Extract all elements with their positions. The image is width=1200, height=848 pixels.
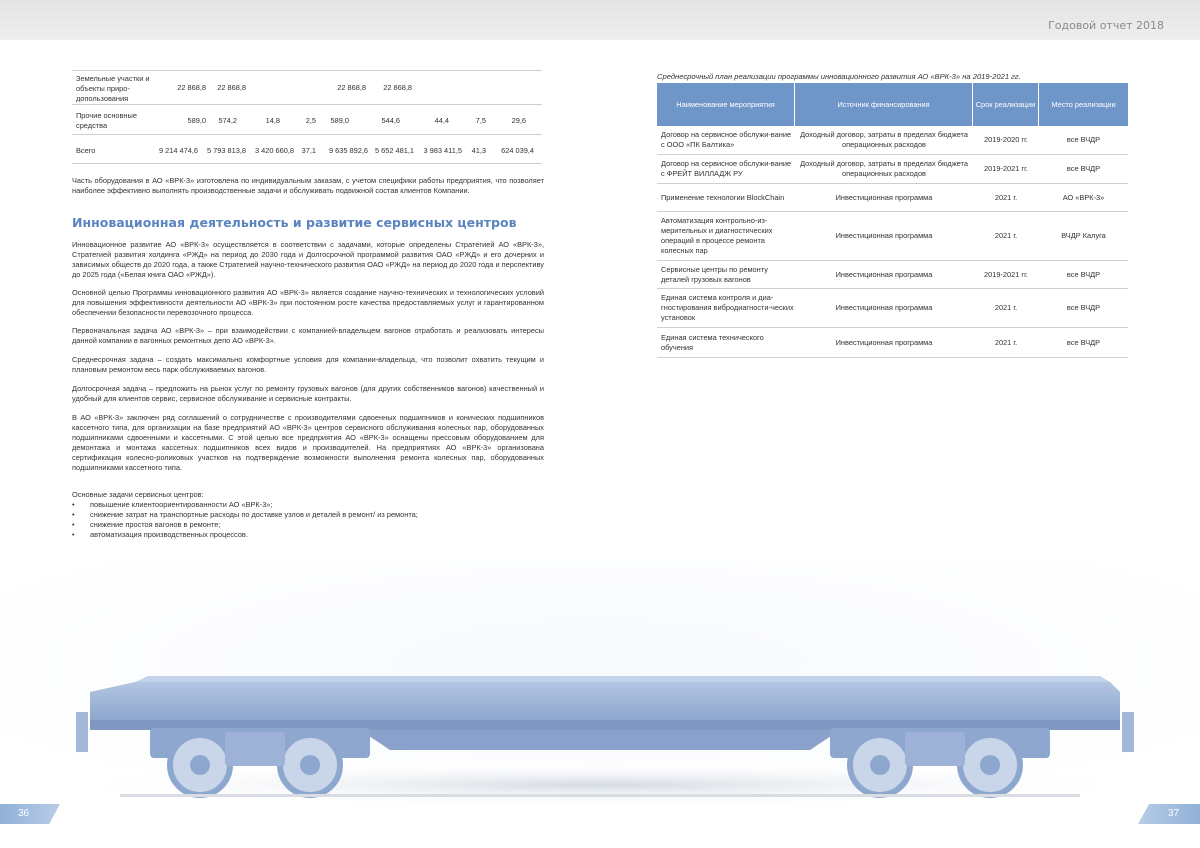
table-cell: 22 868,8 — [177, 83, 206, 92]
table-cell: Доходный договор, затраты в пределах бюджета операционных расходов — [800, 159, 968, 178]
footer-left-band — [0, 804, 60, 824]
equipment-paragraph: Часть оборудования в АО «ВРК-3» изготовлена по индивидуальным заказам, с учетом специфики работы предприятия, что позволяет наиболее эффективно выполнять производственные задачи и обслуживать подвижной состав клиентов Компании. — [72, 176, 544, 195]
table-cell: 2019-2021 гг. — [984, 164, 1028, 173]
innovation-plan-table — [657, 83, 1128, 358]
table-cell: 2019-2021 гг. — [984, 269, 1028, 279]
table-row — [657, 184, 1128, 212]
table-cell: 22 868,8 — [217, 83, 246, 92]
bullet: • — [72, 500, 75, 509]
table-cell: все ВЧДР — [1066, 303, 1101, 312]
table-cell: Инвестиционная программа — [835, 231, 933, 240]
table-cell: 2021 г. — [994, 192, 1018, 202]
list-item — [72, 500, 544, 510]
table-row — [657, 155, 1128, 184]
table-cell: 2021 г. — [994, 337, 1018, 347]
assets-table — [72, 70, 542, 164]
table-cell: Единая система технического обучения — [661, 332, 764, 352]
table-cell: 3 420 660,8 — [254, 146, 294, 155]
row-label: Всего — [76, 146, 96, 155]
table-cell: 41,3 — [471, 146, 486, 155]
table-cell: 624 039,4 — [501, 146, 534, 155]
header-cell: Срок реализации — [973, 83, 1039, 126]
table-cell: Применение технологии BlockChain — [661, 192, 785, 202]
table-cell: 14,8 — [265, 116, 280, 125]
list-item — [72, 530, 544, 540]
table-cell: все ВЧДР — [1066, 135, 1101, 144]
table-cell: 2021 г. — [994, 231, 1018, 240]
table-cell: Договор на сервисное обслужи-вание с ООО «ПК Балтика» — [661, 130, 792, 149]
list-item-text: повышение клиентоориентированности АО «ВРК-3»; — [90, 500, 273, 509]
table-header — [657, 83, 1128, 126]
table-cell: Единая система контроля и диа-гностирования вибродиагности-ческих установок — [661, 293, 794, 322]
section-heading: Инновационная деятельность и развитие сервисных центров — [72, 215, 517, 230]
bullet: • — [72, 530, 75, 539]
table-cell: 7,5 — [475, 116, 486, 125]
list-item-text: автоматизация производственных процессов. — [90, 530, 248, 539]
table-cell: 22 868,8 — [337, 83, 366, 92]
body-paragraph: Долгосрочная задача – предложить на рынок услуг по ремонту грузовых вагонов (для других собственников вагонов) качественный и удобный для клиентов сервис, сервисное обслуживание и сервисные контракты. — [72, 384, 544, 403]
table-row — [72, 104, 542, 134]
report-title: Годовой отчет 2018 — [1048, 19, 1164, 32]
table-row — [657, 328, 1128, 358]
table-cell: 574,2 — [218, 116, 237, 125]
row-label: Прочие основные средства — [76, 111, 137, 130]
bullet: • — [72, 520, 75, 529]
table-row — [657, 261, 1128, 289]
table-cell: 22 868,8 — [383, 83, 412, 92]
table-cell: все ВЧДР — [1066, 337, 1101, 347]
table-cell: АО «ВРК-3» — [1062, 192, 1105, 202]
table-cell: 2,5 — [305, 116, 316, 125]
table-cell: ВЧДР Калуга — [1061, 231, 1106, 240]
table-cell: 2021 г. — [994, 303, 1018, 312]
table-cell: Автоматизация контрольно-из-мерительных и диагностических операций в процессе ремонта колесных пар — [661, 216, 773, 255]
table-cell: 544,6 — [381, 116, 400, 125]
page-number-left: 36 — [18, 808, 30, 819]
table-cell: Инвестиционная программа — [835, 192, 933, 202]
top-bar — [0, 0, 1200, 40]
table-row — [657, 126, 1128, 155]
list-item-text: снижение простоя вагонов в ремонте; — [90, 520, 221, 529]
tasks-list — [72, 490, 544, 540]
table-cell: все ВЧДР — [1066, 269, 1101, 279]
body-paragraph: Первоначальная задача АО «ВРК-3» – при взаимодействии с компанией-владельцем вагонов отработать и реализовать интересы данной компании в вагонных ремонтных депо АО «ВРК-3». — [72, 326, 544, 345]
table-cell: Инвестиционная программа — [835, 337, 933, 347]
header-cell: Место реализации — [1051, 99, 1116, 109]
header-cell: Наименование мероприятия — [657, 83, 795, 126]
body-paragraph: Среднесрочная задача – создать максимально комфортные условия для компании-владельца, что позволит охватить текущим и плановым ремонтом весь парк обслуживаемых вагонов. — [72, 355, 544, 374]
table-row — [72, 70, 542, 104]
bullet: • — [72, 510, 75, 519]
header-cell: Источник финансирования — [795, 83, 973, 126]
table-row — [657, 289, 1128, 328]
body-paragraph: Основной целью Программы инновационного развития АО «ВРК-3» является создание научно-технических и технологических условий для повышения эффективности деятельности АО «ВРК-3» при постоянном росте качества предоставляемых услуг и гарантированном обеспечении безопасности перевозочного процесса. — [72, 288, 544, 317]
table-row — [657, 212, 1128, 261]
page-number-right: 37 — [1168, 808, 1180, 819]
body-paragraph: Инновационное развитие АО «ВРК-3» осуществляется в соответствии с задачами, которые определены Стратегией АО «ВРК-3», Стратегией развития холдинга «РЖД» на период до 2030 года и Долгосрочной программой развития ОАО «РЖД» и его дочерних и зависимых обществ до 2020 года, а также Стратегией научно-технического развития ОАО «РЖД» на период до 2020 года и перспективу до 2025 года («Белая книга ОАО «РЖД»). — [72, 240, 544, 279]
table-cell: Инвестиционная программа — [835, 303, 933, 312]
table-cell: 5 652 481,1 — [374, 146, 414, 155]
table-cell: Договор на сервисное обслужи-вание с ФРЕЙТ ВИЛЛАДЖ РУ — [661, 159, 792, 178]
table-cell: 29,6 — [511, 116, 526, 125]
table-cell: 44,4 — [434, 116, 449, 125]
flatcar-wagon-illustration — [0, 560, 1200, 820]
table-cell: 2019-2020 гг. — [984, 135, 1028, 144]
tasks-intro: Основные задачи сервисных центров: — [72, 490, 204, 499]
list-item — [72, 520, 544, 530]
table-cell: 589,0 — [187, 116, 206, 125]
row-label: Земельные участки и объекты приро-допользования — [76, 74, 150, 103]
table-caption: Среднесрочный план реализации программы инновационного развития АО «ВРК-3» на 2019-2021 гг. — [657, 72, 1021, 81]
table-cell: 589,0 — [330, 116, 349, 125]
list-item — [72, 510, 544, 520]
table-cell: 5 793 813,8 — [206, 146, 246, 155]
body-paragraph: В АО «ВРК-3» заключен ряд соглашений о сотрудничестве с производителями сдвоенных подшипников и конических подшипников кассетного типа, для организации на базе предприятий АО «ВРК-3» центров сервисного обслуживания колесных пар, оборудованных подшипниками сдвоенными и кассетными. С этой целью все предприятия АО «ВРК-3» оснащены прессовым оборудованием для демонтажа и монтажа кассетных подшипников всех видов и производителей. На предприятиях АО «ВРК-3» организована сертификация колесно-роликовых участков на подтверждение возможности выполнения ремонта колесных пар, оборудованных подшипниками кассетного типа. — [72, 413, 544, 472]
table-cell: Сервисные центры по ремонту деталей грузовых вагонов — [661, 264, 768, 284]
table-row — [72, 134, 542, 164]
table-cell: Доходный договор, затраты в пределах бюджета операционных расходов — [800, 130, 968, 149]
table-cell: 9 635 892,6 — [328, 146, 368, 155]
table-cell: 37,1 — [301, 146, 316, 155]
table-cell: 3 983 411,5 — [423, 146, 462, 155]
table-cell: Инвестиционная программа — [835, 269, 933, 279]
table-cell: все ВЧДР — [1066, 164, 1101, 173]
table-cell: 9 214 474,6 — [158, 146, 198, 155]
list-item-text: снижение затрат на транспортные расходы по доставке узлов и деталей в ремонт/ из ремонта; — [90, 510, 418, 519]
